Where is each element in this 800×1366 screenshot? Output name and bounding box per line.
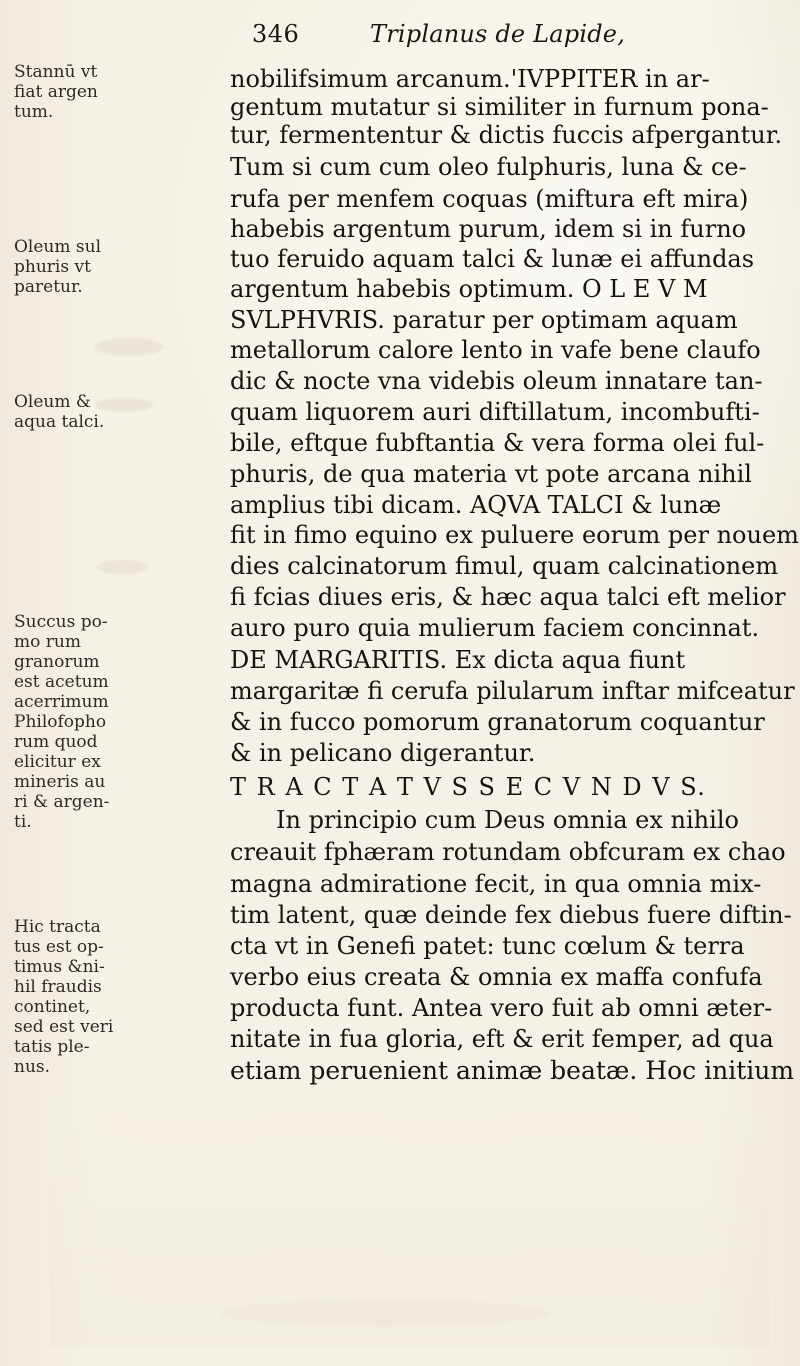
text-line: amplius tibi dicam. AQVA TALCI & lunæ bbox=[230, 491, 722, 519]
page-number: 346 bbox=[252, 20, 300, 48]
margin-note bbox=[14, 237, 214, 297]
margin-note-line: fiat argen bbox=[14, 82, 98, 102]
text-line: Tum si cum cum oleo fulphuris, luna & ce- bbox=[230, 153, 747, 181]
paper-stain bbox=[220, 1300, 550, 1326]
margin-note-line: sed est veri bbox=[14, 1017, 114, 1037]
margin-note bbox=[14, 62, 214, 122]
margin-note-line: mo rum bbox=[14, 632, 81, 652]
text-line: dies calcinatorum fimul, quam calcinationem bbox=[230, 552, 779, 580]
text-line: nobilifsimum arcanum.'IVPPITER in ar- bbox=[230, 65, 710, 93]
text-line: fi fcias diues eris, & hæc aqua talci eft melior bbox=[230, 583, 786, 611]
margin-note-line: tus est op- bbox=[14, 937, 104, 957]
text-line: habebis argentum purum, idem si in furno bbox=[230, 215, 747, 243]
text-line: magna admiratione fecit, in qua omnia mix- bbox=[230, 870, 762, 898]
text-line: rufa per menfem coquas (miftura eft mira) bbox=[230, 185, 749, 213]
margin-note-line: est acetum bbox=[14, 672, 109, 692]
margin-note-line: phuris vt bbox=[14, 257, 91, 277]
text-line: verbo eius creata & omnia ex maffa confufa bbox=[230, 963, 763, 991]
margin-note-line: mineris au bbox=[14, 772, 106, 792]
text-line: tur, fermententur & dictis fuccis afpergantur. bbox=[230, 121, 783, 149]
margin-note-line: aqua talci. bbox=[14, 412, 105, 432]
text-line: argentum habebis optimum. O L E V M bbox=[230, 275, 708, 303]
margin-note-line: Philofopho bbox=[14, 712, 107, 732]
margin-note-line: elicitur ex bbox=[14, 752, 101, 772]
text-line: etiam peruenient animæ beatæ. Hoc initium bbox=[230, 1056, 795, 1085]
text-line: quam liquorem auri diftillatum, incombufti- bbox=[230, 398, 760, 426]
margin-note bbox=[14, 392, 214, 432]
text-line: fit in fimo equino ex puluere eorum per nouem bbox=[230, 521, 799, 549]
margin-note-line: granorum bbox=[14, 652, 100, 672]
text-line: nitate in fua gloria, eft & erit femper, ad qua bbox=[230, 1025, 774, 1053]
text-line: tuo feruido aquam talci & lunæ ei affundas bbox=[230, 245, 755, 273]
text-line: DE MARGARITIS. Ex dicta aqua fiunt bbox=[230, 646, 686, 674]
text-line: producta funt. Antea vero fuit ab omni æter- bbox=[230, 994, 773, 1022]
margin-note-line: paretur. bbox=[14, 277, 83, 297]
margin-note-line: timus &ni- bbox=[14, 957, 105, 977]
text-line: & in pelicano digerantur. bbox=[230, 739, 536, 767]
margin-note bbox=[14, 612, 214, 832]
margin-note-line: hil fraudis bbox=[14, 977, 102, 997]
text-line: In principio cum Deus omnia ex nihilo bbox=[276, 806, 739, 834]
margin-note-line: nus. bbox=[14, 1057, 51, 1077]
margin-note-line: ti. bbox=[14, 812, 32, 832]
margin-note-line: tum. bbox=[14, 102, 54, 122]
margin-note-line: Hic tracta bbox=[14, 917, 101, 937]
margin-notes bbox=[14, 62, 214, 1077]
margin-note-line: Stannū vt bbox=[14, 62, 98, 82]
text-line: auro puro quia mulierum faciem concinnat. bbox=[230, 614, 760, 642]
text-line: phuris, de qua materia vt pote arcana nihil bbox=[230, 460, 752, 488]
text-line: gentum mutatur si similiter in furnum pona- bbox=[230, 93, 769, 121]
section-heading: T R A C T A T V S S E C V N D V S. bbox=[230, 773, 707, 801]
margin-note-line: tatis ple- bbox=[14, 1037, 90, 1057]
margin-note-line: continet, bbox=[14, 997, 91, 1017]
text-line: tim latent, quæ deinde fex diebus fuere diftin- bbox=[230, 901, 792, 929]
margin-note-line: ri & argen- bbox=[14, 792, 110, 812]
page-header bbox=[252, 20, 722, 56]
text-line: dic & nocte vna videbis oleum innatare tan- bbox=[230, 367, 763, 395]
margin-note-line: Oleum & bbox=[14, 392, 92, 412]
running-title: Triplanus de Lapide, bbox=[370, 20, 626, 48]
margin-note-line: acerrimum bbox=[14, 692, 109, 712]
text-line: creauit fphæram rotundam obfcuram ex chao bbox=[230, 838, 786, 866]
margin-note-line: Succus po- bbox=[14, 612, 108, 632]
text-line: margaritæ fi cerufa pilularum inftar mifceatur bbox=[230, 677, 795, 705]
margin-note-line: rum quod bbox=[14, 732, 98, 752]
text-line: & in fucco pomorum granatorum coquantur bbox=[230, 708, 765, 736]
text-line: SVLPHVRIS. paratur per optimam aquam bbox=[230, 306, 738, 334]
text-line: metallorum calore lento in vafe bene claufo bbox=[230, 336, 761, 364]
main-text-block bbox=[230, 62, 799, 1085]
margin-note-line: Oleum sul bbox=[14, 237, 102, 257]
text-line: bile, eftque fubftantia & vera forma olei ful- bbox=[230, 429, 765, 457]
margin-note bbox=[14, 917, 214, 1077]
text-line: cta vt in Genefi patet: tunc cœlum & terra bbox=[230, 932, 745, 960]
